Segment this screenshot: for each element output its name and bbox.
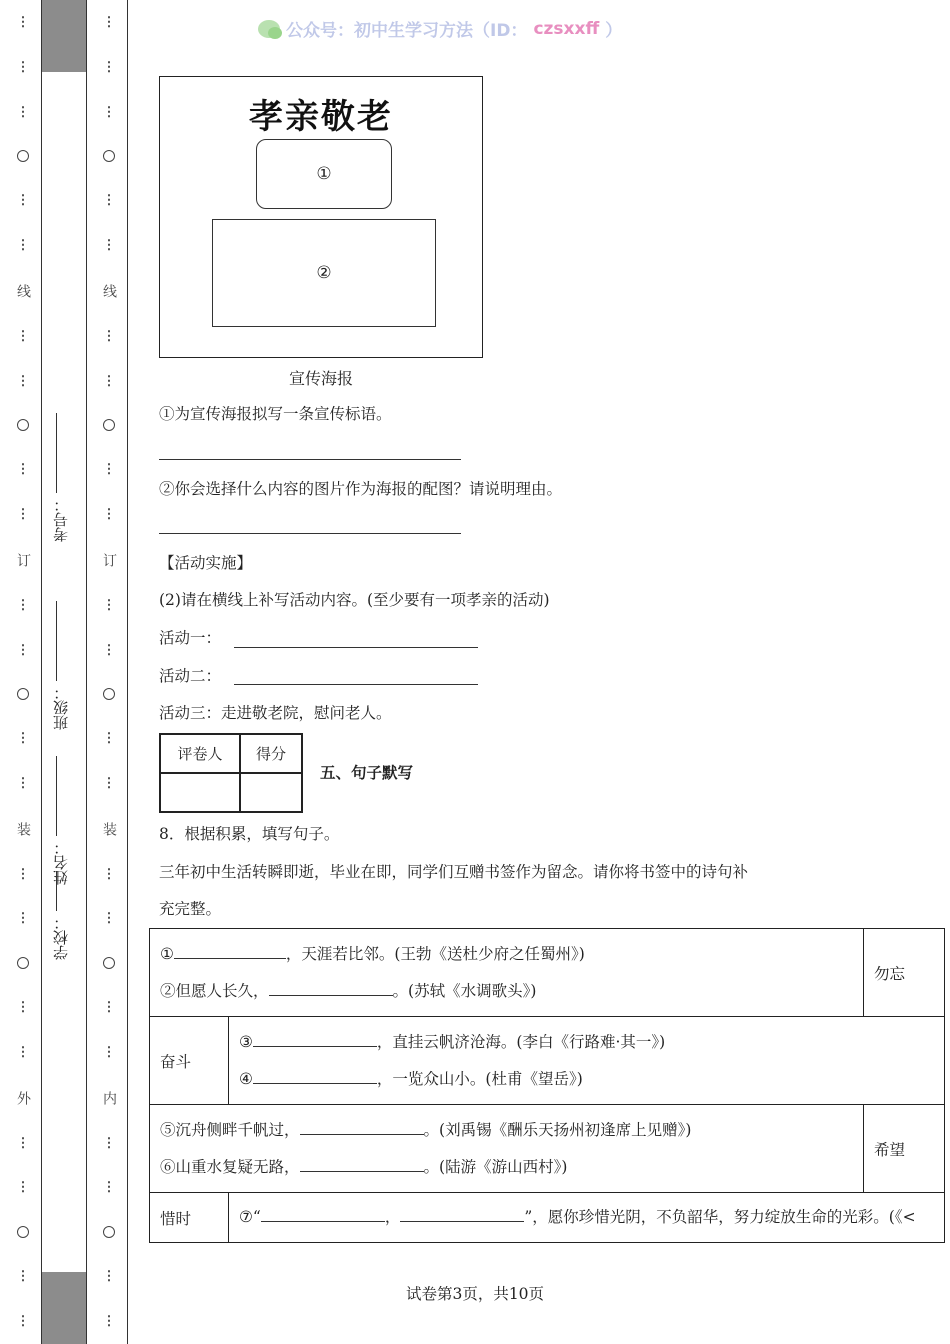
bookmark-row: [150, 1017, 945, 1105]
wechat-icon: [258, 20, 280, 38]
dot-mark: ⋮: [102, 866, 116, 882]
poem-blank[interactable]: [174, 944, 286, 959]
dot-mark: ⋮: [102, 1044, 116, 1060]
poster-title: 孝亲敬老: [249, 97, 393, 137]
poem-text: ④: [239, 1069, 253, 1088]
margin-rule: [127, 0, 128, 1344]
dot-mark: ⋮: [102, 642, 116, 658]
poem-text: 。(苏轼《水调歌头》): [392, 981, 537, 1000]
exam-number-label: 考号：: [52, 497, 70, 542]
circle-mark-icon: [17, 688, 29, 700]
page-footer: 试卷第3页，共10页: [405, 1285, 545, 1303]
dot-mark: ⋮: [102, 14, 116, 30]
dot-mark: ⋮: [16, 59, 30, 75]
dot-mark: ⋮: [102, 775, 116, 791]
dot-mark: ⋮: [16, 1269, 30, 1285]
dot-mark: ⋮: [102, 731, 116, 747]
circle-mark-icon: [17, 419, 29, 431]
watermark-id: czsxxff: [533, 18, 600, 39]
section-title: 五、句子默写: [320, 764, 414, 782]
poster-caption: 宣传海报: [288, 369, 353, 388]
poem-text: ⑥山重水复疑无路，: [160, 1157, 300, 1176]
dot-mark: ⋮: [102, 193, 116, 209]
poem-text: 。(刘禹锡《酬乐天扬州初逢席上见赠》): [423, 1120, 692, 1139]
activity-one-label: 活动一：: [159, 629, 222, 647]
score-cell[interactable]: [240, 773, 302, 812]
score-header: 得分: [240, 734, 302, 773]
dot-mark: ⋮: [16, 911, 30, 927]
dot-mark: ⋮: [16, 193, 30, 209]
inner-cut-line: [103, 0, 115, 1344]
answer-blank-slogan[interactable]: [159, 459, 461, 460]
poem-text: ，天涯若比邻。(王勃《送杜少府之任蜀州》): [285, 944, 585, 963]
school-label: 学校：: [52, 915, 70, 960]
poem-text: ，: [384, 1208, 401, 1226]
poem-text: ②但愿人长久，: [160, 981, 269, 1000]
poem-blank[interactable]: [253, 1032, 377, 1047]
class-field[interactable]: [50, 580, 80, 730]
poem-text: ⑦“: [239, 1208, 261, 1226]
class-blank[interactable]: [57, 601, 58, 681]
cut-line-label: 线: [101, 283, 117, 298]
question-activity: (2)请在横线上补写活动内容。(至少要有一项孝亲的活动): [159, 591, 550, 609]
school-blank[interactable]: [57, 871, 58, 911]
question-8: 8．根据积累，填写句子。: [159, 825, 340, 843]
cut-line-label: 装: [15, 821, 31, 836]
dot-mark: ⋮: [102, 238, 116, 254]
dot-mark: ⋮: [16, 597, 30, 613]
dot-mark: ⋮: [102, 1180, 116, 1196]
dot-mark: ⋮: [16, 328, 30, 344]
dot-mark: ⋮: [102, 597, 116, 613]
bookmark-tag: 希望: [864, 1105, 945, 1193]
poem-text: ①: [160, 944, 174, 963]
dot-mark: ⋮: [16, 1044, 30, 1060]
activity-heading: 【活动实施】: [159, 554, 253, 572]
poem-text: 。(陆游《游山西村》): [423, 1157, 568, 1176]
dot-mark: ⋮: [102, 373, 116, 389]
margin-grey-block: [42, 0, 86, 72]
poster-image-box: [212, 219, 436, 327]
dot-mark: ⋮: [102, 59, 116, 75]
score-table: [159, 733, 303, 813]
cut-line-label: 线: [15, 283, 31, 298]
dot-mark: ⋮: [16, 1000, 30, 1016]
dot-mark: ⋮: [16, 1135, 30, 1151]
dot-mark: ⋮: [102, 328, 116, 344]
answer-blank-activity-one[interactable]: [234, 647, 478, 648]
watermark-end: ）: [605, 21, 623, 41]
poem-line: [160, 936, 863, 973]
poster-box-label: ①: [316, 164, 332, 184]
poem-text: ，一览众山小。(杜甫《望岳》): [376, 1069, 583, 1088]
cut-line-label: 外: [15, 1090, 31, 1105]
bookmark-content: [229, 1193, 945, 1243]
dot-mark: ⋮: [16, 507, 30, 523]
bookmark-content: [229, 1017, 945, 1105]
activity-two-label: 活动二：: [159, 667, 222, 685]
class-label: 班级：: [52, 685, 70, 730]
dot-mark: ⋮: [102, 1135, 116, 1151]
margin-rule: [86, 0, 87, 1344]
circle-mark-icon: [17, 150, 29, 162]
exam-number-field[interactable]: [50, 392, 80, 542]
dot-mark: ⋮: [16, 104, 30, 120]
cut-line-label: 装: [101, 821, 117, 836]
margin-rule: [41, 0, 42, 1344]
circle-mark-icon: [103, 419, 115, 431]
grader-header: 评卷人: [160, 734, 240, 773]
question-intro-line2: 充完整。: [159, 900, 222, 918]
poem-text: ，直挂云帆济沧海。(李白《行路难·其一》): [376, 1032, 666, 1051]
question-intro-line1: 三年初中生活转瞬即逝，毕业在即，同学们互赠书签作为留念。请你将书签中的诗句补: [159, 863, 749, 881]
grader-cell[interactable]: [160, 773, 240, 812]
poem-blank[interactable]: [253, 1069, 377, 1084]
dot-mark: ⋮: [102, 911, 116, 927]
question-picture: ②你会选择什么内容的图片作为海报的配图？请说明理由。: [159, 480, 563, 498]
poster-figure: [159, 76, 483, 358]
name-blank[interactable]: [57, 756, 58, 836]
poem-line: [239, 1061, 944, 1098]
poem-text: ③: [239, 1032, 253, 1051]
poem-line: [160, 1149, 863, 1186]
cut-line-label: 订: [15, 552, 31, 567]
poem-blank[interactable]: [300, 1120, 424, 1135]
poem-blank[interactable]: [269, 981, 393, 996]
dot-mark: ⋮: [16, 1313, 30, 1329]
cut-line-label: 订: [101, 552, 117, 567]
dot-mark: ⋮: [16, 1180, 30, 1196]
dot-mark: ⋮: [102, 1313, 116, 1329]
dot-mark: ⋮: [16, 14, 30, 30]
bookmark-tag: 奋斗: [150, 1017, 229, 1105]
name-label: 姓名：: [52, 840, 70, 885]
circle-mark-icon: [103, 1226, 115, 1238]
poem-blank[interactable]: [261, 1207, 385, 1222]
circle-mark-icon: [103, 688, 115, 700]
bookmark-row: [150, 1105, 945, 1193]
poem-text: ”，愿你珍惜光阴，不负韶华，努力绽放生命的光彩。(《<: [524, 1208, 916, 1226]
bookmark-tag: 勿忘: [864, 929, 945, 1017]
dot-mark: ⋮: [102, 1269, 116, 1285]
poem-line: [160, 1112, 863, 1149]
circle-mark-icon: [103, 150, 115, 162]
poem-line: [239, 1024, 944, 1061]
bookmark-content: [150, 1105, 864, 1193]
dot-mark: ⋮: [16, 775, 30, 791]
bookmark-row: [150, 929, 945, 1017]
poem-line: [160, 973, 863, 1010]
poster-box-label: ②: [316, 263, 332, 283]
outer-cut-line: [17, 0, 29, 1344]
bookmark-table: [149, 928, 945, 1243]
poem-blank[interactable]: [400, 1207, 524, 1222]
dot-mark: ⋮: [102, 507, 116, 523]
circle-mark-icon: [17, 1226, 29, 1238]
answer-blank-activity-two[interactable]: [234, 684, 478, 685]
school-field[interactable]: [50, 860, 80, 960]
circle-mark-icon: [103, 957, 115, 969]
exam-number-blank[interactable]: [57, 413, 58, 493]
dot-mark: ⋮: [102, 104, 116, 120]
dot-mark: ⋮: [16, 866, 30, 882]
dot-mark: ⋮: [102, 1000, 116, 1016]
activity-three: 活动三：走进敬老院，慰问老人。: [159, 704, 392, 722]
dot-mark: ⋮: [16, 462, 30, 478]
dot-mark: ⋮: [16, 373, 30, 389]
dot-mark: ⋮: [16, 642, 30, 658]
poem-text: ⑤沉舟侧畔千帆过，: [160, 1120, 300, 1139]
poster-slogan-box: [256, 139, 392, 209]
watermark: [258, 16, 622, 41]
bookmark-content: [150, 929, 864, 1017]
question-slogan: ①为宣传海报拟写一条宣传标语。: [159, 405, 392, 423]
bookmark-tag: 惜时: [150, 1193, 229, 1243]
poem-line: [239, 1199, 944, 1236]
dot-mark: ⋮: [16, 238, 30, 254]
dot-mark: ⋮: [16, 731, 30, 747]
cut-line-label: 内: [101, 1090, 117, 1105]
circle-mark-icon: [17, 957, 29, 969]
answer-blank-picture[interactable]: [159, 533, 461, 534]
dot-mark: ⋮: [102, 462, 116, 478]
bookmark-row: [150, 1193, 945, 1243]
poem-blank[interactable]: [300, 1157, 424, 1172]
watermark-text: 公众号：初中生学习方法（ID：: [286, 21, 528, 41]
